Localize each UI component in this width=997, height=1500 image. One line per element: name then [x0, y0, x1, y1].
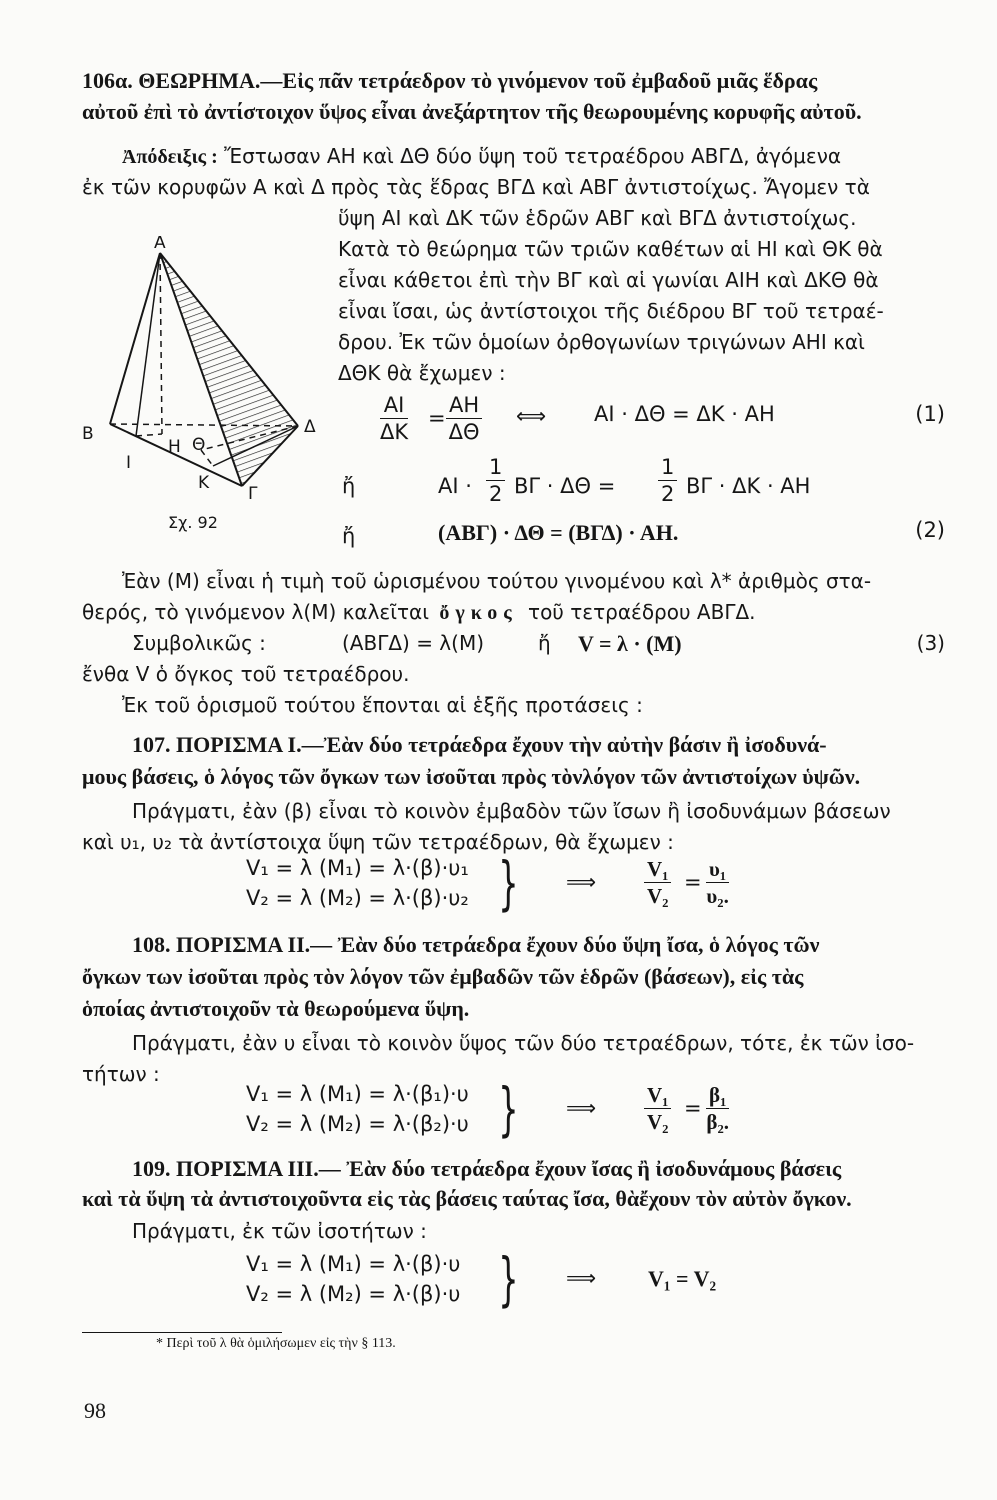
- fraction-half-1: $\frac{1}{2}$: [486, 454, 505, 507]
- proof-line-3: ὕψη ΑΙ καὶ ΔΚ τῶν ἑδρῶν ΑΒΓ καὶ ΒΓΔ ἀντιστοίχως.: [338, 206, 857, 230]
- volume-def-line-4: ἔνθα V ὁ ὄγκος τοῦ τετραέδρου.: [82, 662, 410, 686]
- corollary-108-body-1: Πράγματι, ἐὰν υ εἶναι τὸ κοινὸν ὕψος τῶν δύο τετραέδρων, τότε, ἐκ τῶν ἰσο-: [132, 1031, 915, 1055]
- label-th: Θ: [192, 435, 206, 455]
- corollary-107-body-1: Πράγματι, ἐὰν (β) εἶναι τὸ κοινὸν ἐμβαδὸν τῶν ἴσων ἢ ἰσοδυνάμων βάσεων: [132, 799, 891, 823]
- footnote-rule: [82, 1332, 282, 1333]
- corollary-107-body-2: καὶ υ₁, υ₂ τὰ ἀντίστοιχα ὕψη τῶν τετραέδρων, θὰ ἔχωμεν :: [82, 830, 674, 854]
- right-brace: }: [498, 849, 519, 917]
- fraction-ah-dth: $\frac{AH}{\Delta\Theta}$: [446, 392, 482, 445]
- label-d: Δ: [304, 417, 316, 437]
- label-i: Ι: [126, 453, 132, 473]
- label-a: Α: [154, 236, 166, 253]
- corollary-108-body-2: τήτων :: [82, 1062, 160, 1086]
- figure-caption: Σχ. 92: [168, 513, 218, 532]
- corollary-107-equations: V₁ = λ (Μ₁) = λ·(β)·υ₁ V₂ = λ (Μ₂) = λ·(β)·υ₂ } ⟹ $\frac{\text{V₁}}{\text{V₂}}$ = $\frac{\text{υ₁}}{\text{υ₂.}}$: [246, 849, 729, 917]
- theorem-106-heading: [82, 68, 972, 94]
- label-g: Γ: [248, 484, 258, 504]
- corollary-109-heading-2: καὶ τὰ ὕψη τὰ ἀντιστοιχοῦντα εἰς τὰς βάσεις ταύτας ἴσα, θὰἔχουν τὸν αὐτὸν ὄγκον.: [82, 1186, 852, 1211]
- theorem-statement-2: αὐτοῦ ἐπὶ τὸ ἀντίστοιχον ὕψος εἶναι ἀνεξάρτητον τῆς θεωρουμένης κορυφῆς αὐτοῦ.: [82, 99, 862, 124]
- symbolic-line: Συμβολικῶς : (ΑΒΓΔ) = λ(Μ) ἤ V = λ · (Μ) (3): [122, 628, 945, 659]
- corollary-107-heading-2: μους βάσεις, ὁ λόγος τῶν ὄγκων των ἰσοῦται πρὸς τὸνλόγον τῶν ἀντιστοίχων ὑψῶν.: [82, 764, 861, 789]
- iff-symbol: ⟺: [516, 404, 547, 428]
- proof-line-7: δρου. Ἐκ τῶν ὁμοίων ὀρθογωνίων τριγώνων ΑΗΙ καὶ: [338, 330, 865, 354]
- corollary-108-heading-2: ὄγκων των ἰσοῦται πρὸς τὸν λόγον τῶν ἐμβαδῶν τῶν ἑδρῶν (βάσεων), εἰς τὰς: [82, 964, 804, 989]
- corollary-109-equations: V₁ = λ (Μ₁) = λ·(β)·υ V₂ = λ (Μ₂) = λ·(β)·υ } ⟹ V₁ = V₂: [246, 1245, 717, 1313]
- proof-line-2: ἐκ τῶν κορυφῶν Α καὶ Δ πρὸς τὰς ἕδρας ΒΓΔ καὶ ΑΒΓ ἀντιστοίχως. Ἄγομεν τὰ: [82, 175, 870, 199]
- label-k: Κ: [198, 473, 210, 493]
- label-b: Β: [82, 424, 94, 444]
- term-volume: ὄγκος: [439, 602, 518, 624]
- corollary-108-heading-1: 108. ΠΟΡΙΣΜΑ ΙΙ.— Ἐὰν δύο τετράεδρα ἔχουν δύο ὕψη ἴσα, ὁ λόγος τῶν: [132, 932, 820, 957]
- right-brace: }: [498, 1245, 519, 1313]
- corollary-108-equations: V₁ = λ (Μ₁) = λ·(β₁)·υ V₂ = λ (Μ₂) = λ·(β₂)·υ } ⟹ $\frac{\text{V₁}}{\text{V₂}}$ = $\frac{\text{β₁}}{\text{β₂.}}$: [246, 1075, 729, 1143]
- equation-2: ἤ (ΑΒΓ) · ΔΘ = (ΒΓΔ) · ΑΗ. (2): [342, 518, 945, 548]
- proof-line-1: Ἀπόδειξις : Ἔστωσαν ΑΗ καὶ ΔΘ δύο ὕψη τοῦ τετραέδρου ΑΒΓΔ, ἀγόμενα: [122, 144, 842, 168]
- implies-arrow: ⟹: [566, 870, 597, 894]
- height-ai: [136, 253, 160, 436]
- proof-line-8: ΔΘΚ θὰ ἔχωμεν :: [338, 361, 506, 385]
- label-h: Η: [168, 437, 181, 457]
- equation-half: ἤ ΑΙ · $\frac{1}{2}$ ΒΓ · ΔΘ = $\frac{1}{2}$ ΒΓ · ΔΚ · ΑΗ: [342, 455, 811, 506]
- implies-arrow: ⟹: [566, 1096, 597, 1120]
- equation-1: $\frac{AI}{\Delta K}$ = $\frac{AH}{\Delta\Theta}$ ⟺ ΑΙ · ΔΘ = ΔΚ · ΑΗ (1): [380, 393, 945, 444]
- fraction-half-2: $\frac{1}{2}$: [658, 454, 677, 507]
- corollary-107-heading-1: 107. ΠΟΡΙΣΜΑ Ι.—Ἐὰν δύο τετράεδρα ἔχουν τὴν αὐτὴν βάσιν ἢ ἰσοδυνά-: [132, 732, 827, 757]
- volume-def-line-1: Ἐὰν (Μ) εἶναι ἡ τιμὴ τοῦ ὡρισμένου τούτου γινομένου καὶ λ* ἀριθμὸς στα-: [122, 569, 872, 593]
- proof-line-6: εἶναι ἴσαι, ὡς ἀντίστοιχοι τῆς διέδρου ΒΓ τοῦ τετραέ-: [338, 299, 884, 323]
- right-brace: }: [498, 1075, 519, 1143]
- result: V₁ = V₂: [648, 1266, 717, 1291]
- implies-arrow: ⟹: [566, 1266, 597, 1290]
- volume-def-line-5: Ἐκ τοῦ ὁρισμοῦ τούτου ἕπονται αἱ ἑξῆς προτάσεις :: [122, 693, 643, 717]
- corollary-109-body-1: Πράγματι, ἐκ τῶν ἰσοτήτων :: [132, 1219, 427, 1243]
- theorem-statement-1: —Εἰς πᾶν τετράεδρον τὸ γινόμενον τοῦ ἐμβαδοῦ μιᾶς ἕδρας: [260, 68, 818, 93]
- proof-line-5: εἶναι κάθετοι ἐπὶ τὴν ΒΓ καὶ αἱ γωνίαι ΑΙΗ καὶ ΔΚΘ θὰ: [338, 268, 879, 292]
- corollary-109-heading-1: 109. ΠΟΡΙΣΜΑ ΙΙΙ.— Ἐὰν δύο τετράεδρα ἔχουν ἴσας ἢ ἰσοδυνάμους βάσεις: [132, 1156, 842, 1181]
- tetrahedron-figure: [78, 236, 328, 546]
- equation-number-3: (3): [916, 631, 945, 655]
- equation-number-2: (2): [915, 518, 945, 542]
- proof-line-4: Κατὰ τὸ θεώρημα τῶν τριῶν καθέτων αἱ ΗΙ καὶ ΘΚ θὰ: [338, 237, 883, 261]
- page-number: 98: [84, 1398, 106, 1423]
- footnote: * Περὶ τοῦ λ θὰ ὁμιλήσωμεν εἰς τὴν § 113.: [156, 1336, 396, 1351]
- fraction-ai-dk: $\frac{AI}{\Delta K}$: [380, 393, 409, 444]
- theorem-number: 106α. ΘΕΩΡΗΜΑ.: [82, 68, 261, 93]
- equation-number-1: (1): [915, 402, 945, 426]
- proof-label: Ἀπόδειξις :: [122, 146, 218, 168]
- volume-def-line-2: θερός, τὸ γινόμενον λ(Μ) καλεῖται ὄγκος τοῦ τετραέδρου ΑΒΓΔ.: [82, 600, 756, 624]
- corollary-108-heading-3: ὁποίας ἀντιστοιχοῦν τὰ θεωρούμενα ὕψη.: [82, 996, 470, 1021]
